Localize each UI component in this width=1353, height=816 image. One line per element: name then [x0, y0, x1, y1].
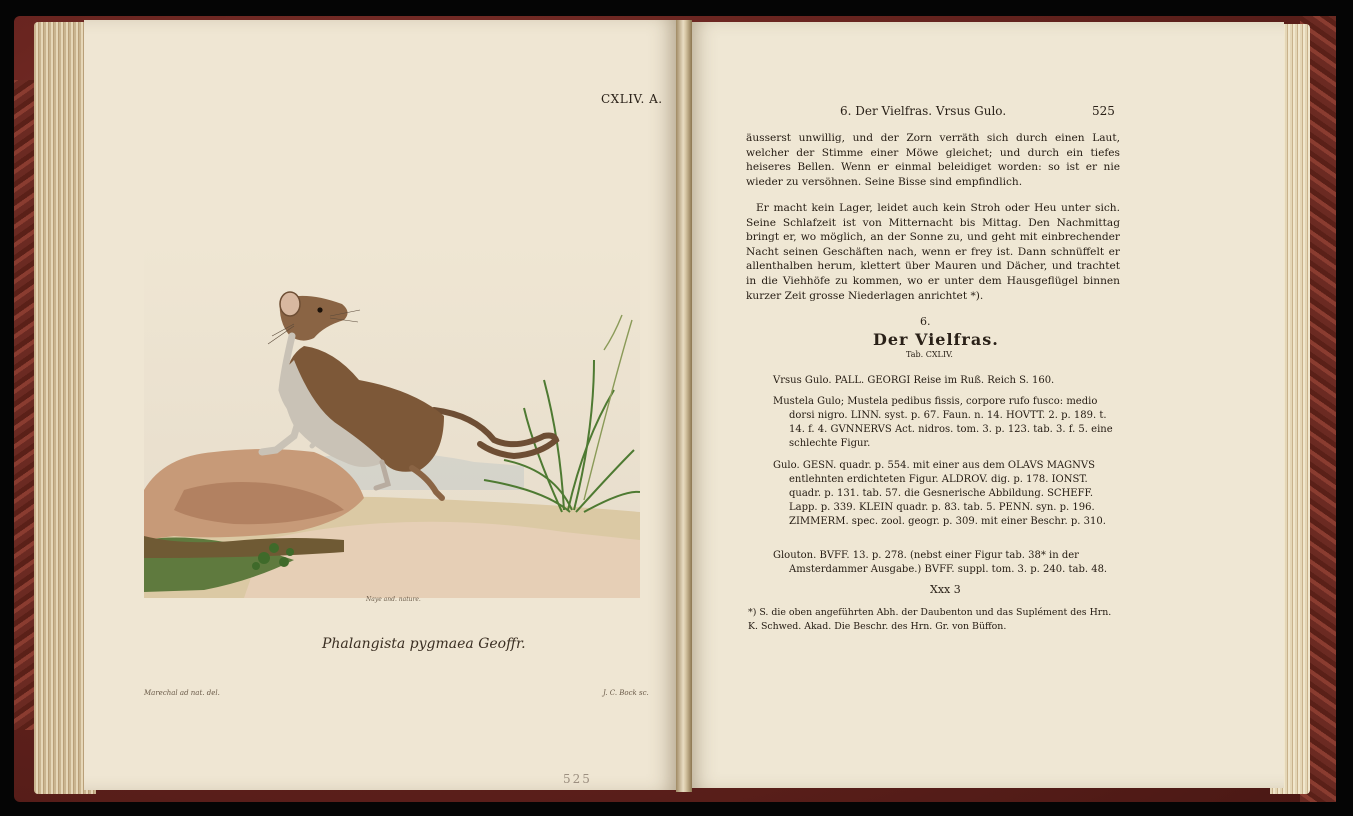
plate-small-caption: Naye and. nature.	[366, 596, 421, 603]
section-title: Der Vielfras.	[873, 330, 999, 349]
synonym-entry	[773, 395, 1118, 451]
synonym-text: Glouton. BVFF. 13. p. 278. (nebst einer Figur tab. 38* in der Amsterdammer Ausgabe.) BVFF. suppl. tom. 3. p. 240. tab. 48.	[773, 550, 1108, 575]
synonym-entry	[773, 549, 1118, 577]
paragraph: äusserst unwillig, und der Zorn verräth sich durch einen Laut, welcher der Stimme einer Möwe gleichet; und durch ein tiefes heiseres Bellen. Wenn er einmal beleidiget worden: so ist er nie wieder zu versöhnen. Seine Bisse sind empfindlich.	[746, 132, 1120, 188]
illustration-plate	[144, 240, 640, 598]
synonym-text: Gulo. GESN. quadr. p. 554. mit einer aus dem OLAVS MAGNVS entlehnten erdichteten Figur. ALDROV. dig. p. 178. IONST. quadr. p. 131. tab. 57. die Gesnerische Abbildung. SCHEFF. Lapp. p. 339. KLEIN quadr. p. 83. tab. 5. PENN. syn. p. 196. ZIMMERM. spec. zool. geogr. p. 309. mit einer Beschr. p. 310.	[773, 460, 1106, 527]
footnote	[748, 606, 1120, 634]
body-text	[746, 131, 1120, 189]
section-number: 6.	[920, 315, 931, 328]
section-plate-ref: Tab. CXLIV.	[906, 350, 953, 359]
footnote-text: *) S. die oben angeführten Abh. der Daubenton und das Suplément des Hrn. K. Schwed. Akad. Die Beschr. des Hrn. Gr. von Büffon.	[748, 607, 1112, 632]
running-head: 6. Der Vielfras. Vrsus Gulo.	[840, 104, 1007, 118]
plate-number: CXLIV. A.	[601, 92, 663, 106]
artist-credit: Marechal ad nat. del.	[144, 689, 220, 697]
synonym-text: Vrsus Gulo. PALL. GEORGI Reise im Ruß. Reich S. 160.	[773, 375, 1055, 386]
pencil-page-mark: 525	[563, 772, 592, 786]
book-gutter	[676, 20, 692, 792]
page-number: 525	[1092, 104, 1115, 118]
engraver-credit: J. C. Bock sc.	[603, 689, 649, 697]
animal-illustration	[144, 240, 640, 598]
synonym-entry	[773, 459, 1118, 529]
synonym-text: Mustela Gulo; Mustela pedibus fissis, corpore rufo fusco: medio dorsi nigro. LINN. syst. p. 67. Faun. n. 14. HOVTT. 2. p. 189. t. 14. f. 4. GVNNERVS Act. nidros. tom. 3. p. 123. tab. 3. f. 5. eine schlechte Figur.	[773, 396, 1113, 449]
plate-title: Phalangista pygmaea Geoffr.	[322, 636, 526, 652]
body-text	[746, 201, 1120, 303]
paragraph: Er macht kein Lager, leidet auch kein Stroh oder Heu unter sich. Seine Schlafzeit ist von Mitternacht bis Mittag. Den Nachmittag bringt er, wo möglich, an der Sonne zu, und geht mit einbrechender Nacht seinen Geschäften nach, wenn er frey ist. Dann schnüffelt er allenthalben herum, klettert über Mauren und Dächer, und trachtet in die Viehhöfe zu kommen, wo er unter dem Hausgeflügel binnen kurzer Zeit grosse Niederlagen anrichtet *).	[746, 202, 1120, 302]
signature-mark: Xxx 3	[930, 583, 961, 596]
synonym-entry	[773, 374, 1118, 388]
